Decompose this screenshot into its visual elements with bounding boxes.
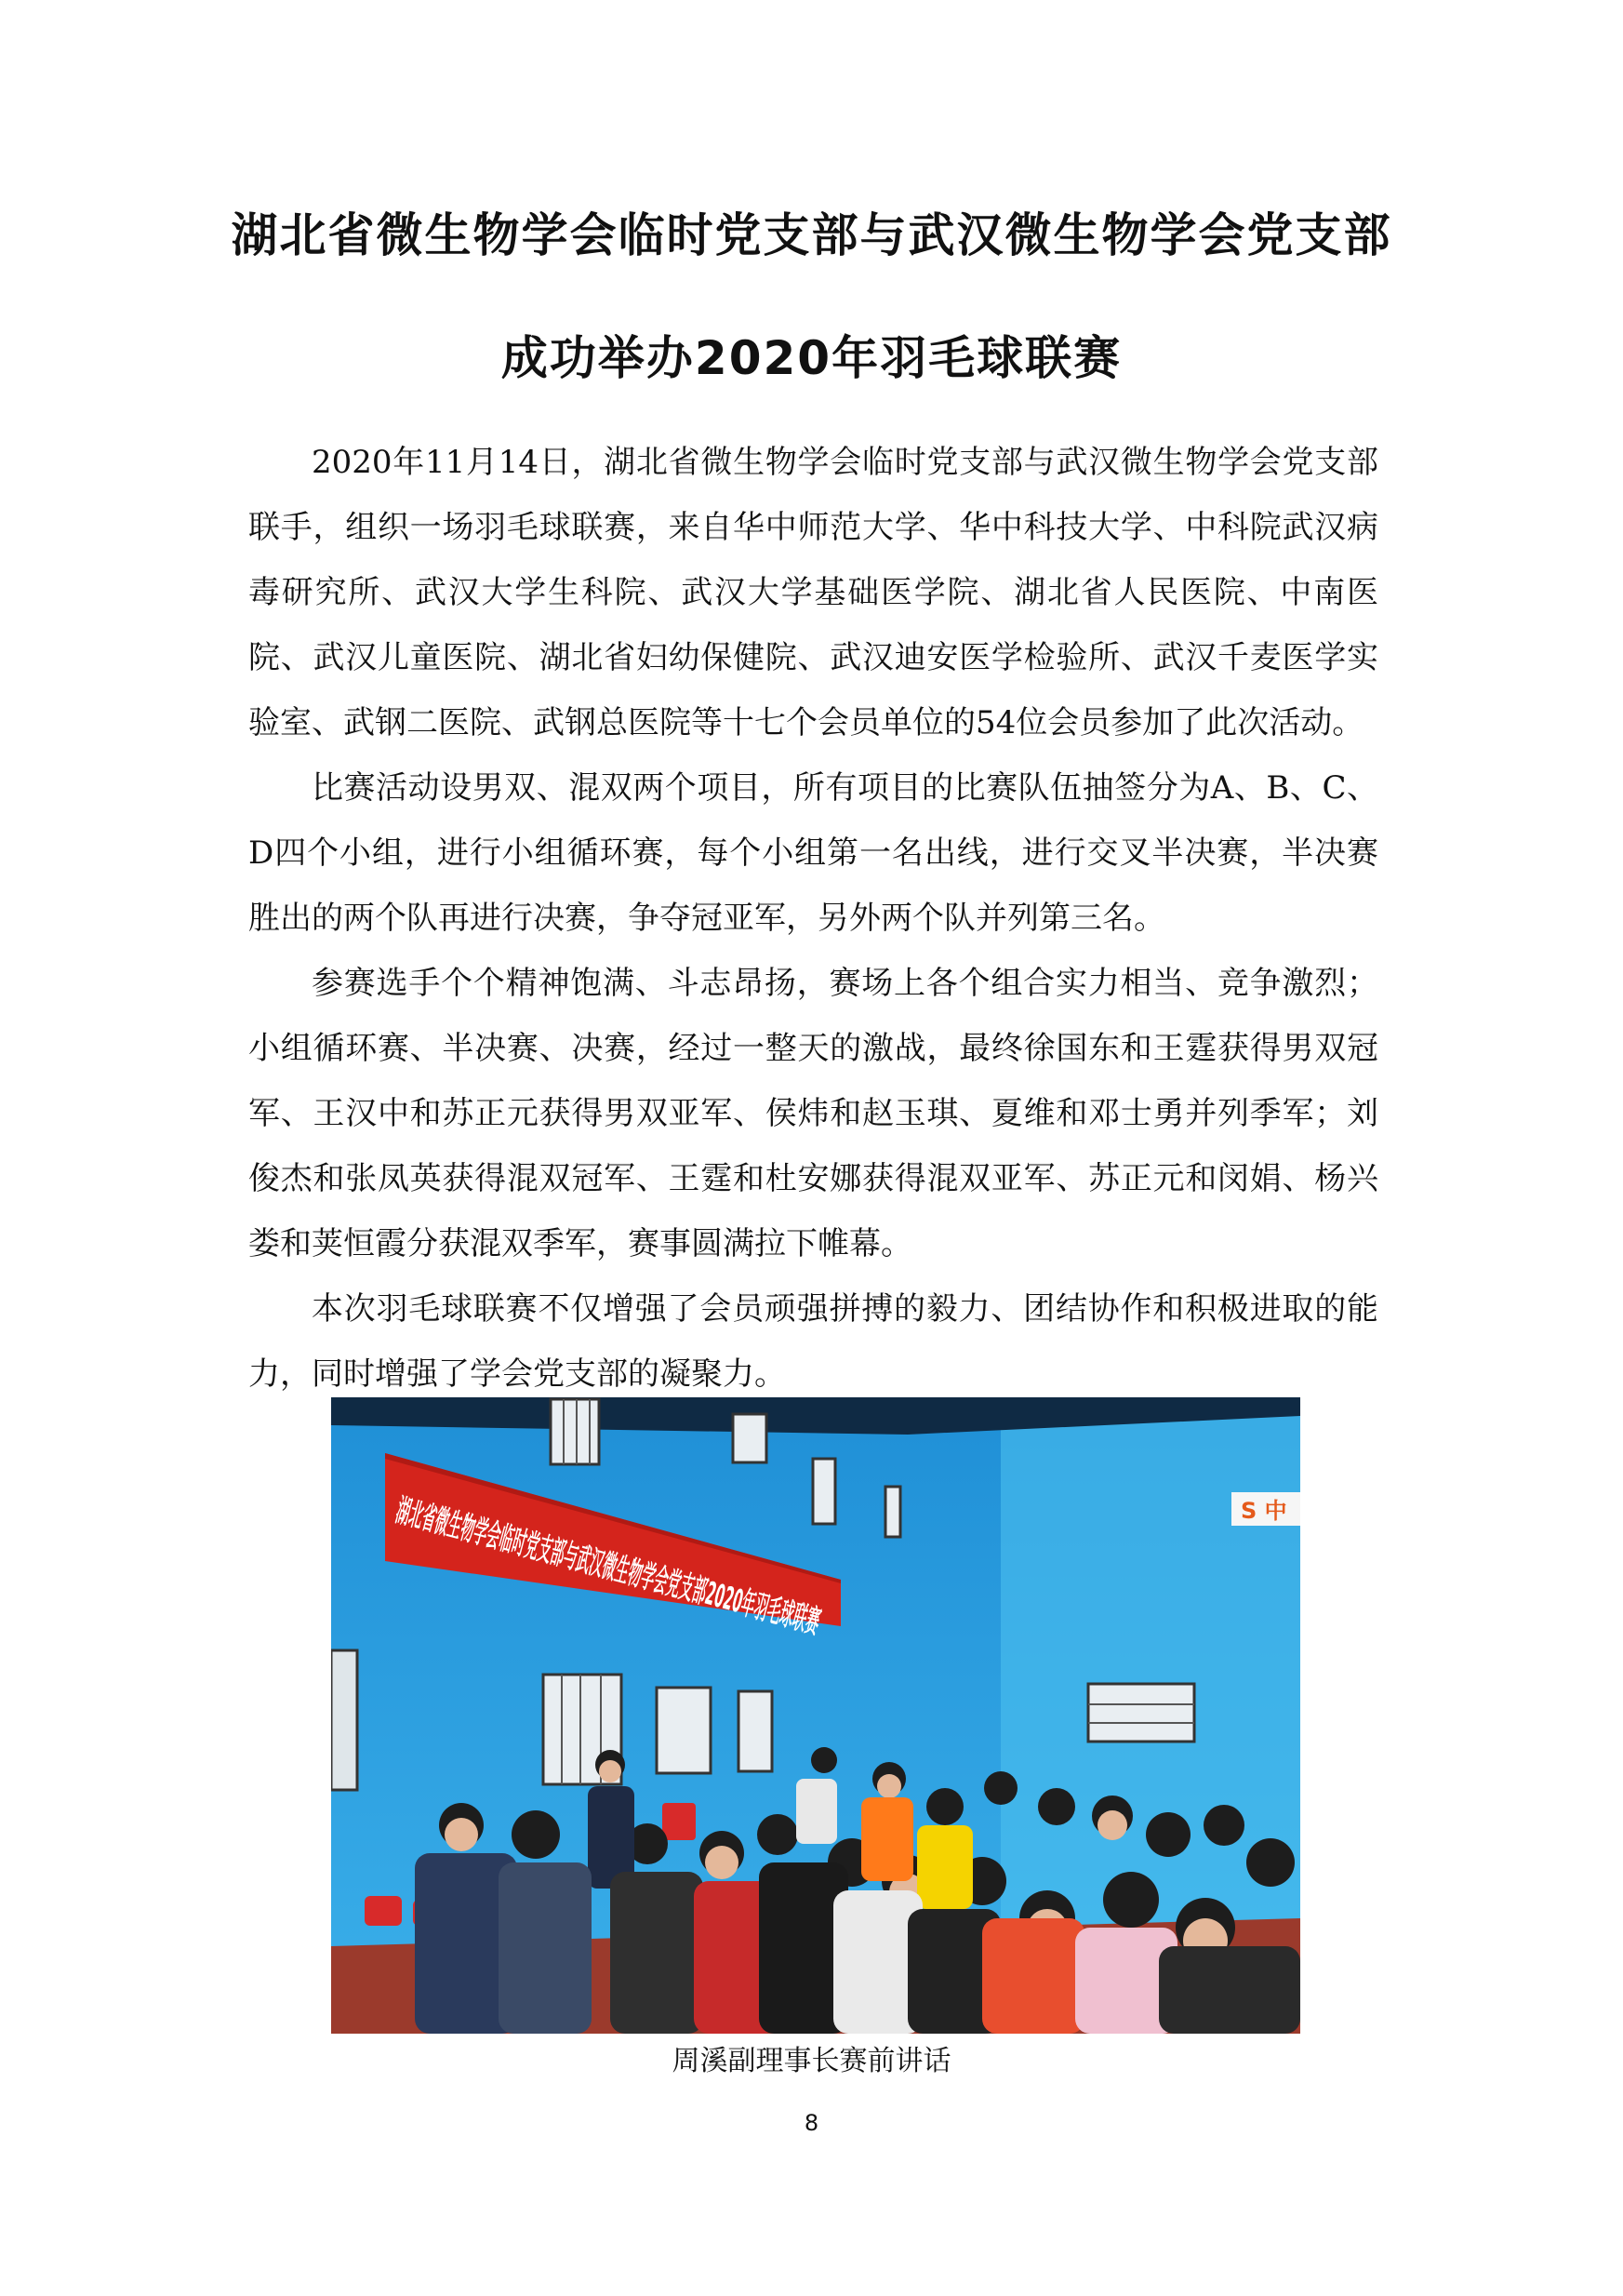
article-body (248, 430, 1378, 1407)
paragraph-3: 参赛选手个个精神饱满、斗志昂扬，赛场上各个组合实力相当、竞争激烈；小组循环赛、半决赛、决赛，经过一整天的激战，最终徐国东和王霆获得男双冠军、王汉中和苏正元获得男双亚军、侯炜和赵玉琪、夏维和邓士勇并列季军；刘俊杰和张凤英获得混双冠军、王霆和杜安娜获得混双亚军、苏正元和闵娟、杨兴娄和荚恒霞分获混双季军，赛事圆满拉下帷幕。 (248, 965, 1378, 1262)
sign-text: S 中 (1241, 1498, 1287, 1524)
photo-caption: 周溪副理事长赛前讲话 (672, 2045, 951, 2077)
title-line-2: 成功举办2020年羽毛球联赛 (500, 331, 1123, 385)
paragraph-4: 本次羽毛球联赛不仅增强了会员顽强拼搏的毅力、团结协作和积极进取的能力，同时增强了学会党支部的凝聚力。 (248, 1290, 1378, 1393)
page-number: 8 (804, 2110, 819, 2136)
paragraph-1: 2020年11月14日，湖北省微生物学会临时党支部与武汉微生物学会党支部联手，组织一场羽毛球联赛，来自华中师范大学、华中科技大学、中科院武汉病毒研究所、武汉大学生科院、武汉大学基础医学院、湖北省人民医院、中南医院、武汉儿童医院、湖北省妇幼保健院、武汉迪安医学检验所、武汉千麦医学实验室、武钢二医院、武钢总医院等十七个会员单位的54位会员参加了此次活动。 (248, 444, 1378, 741)
paragraph-2: 比赛活动设男双、混双两个项目，所有项目的比赛队伍抽签分为A、B、C、D四个小组，进行小组循环赛，每个小组第一名出线，进行交叉半决赛，半决赛胜出的两个队再进行决赛，争夺冠亚军，另外两个队并列第三名。 (248, 769, 1378, 937)
event-photo (331, 1397, 1300, 2034)
title-line-1: 湖北省微生物学会临时党支部与武汉微生物学会党支部 (231, 208, 1392, 262)
